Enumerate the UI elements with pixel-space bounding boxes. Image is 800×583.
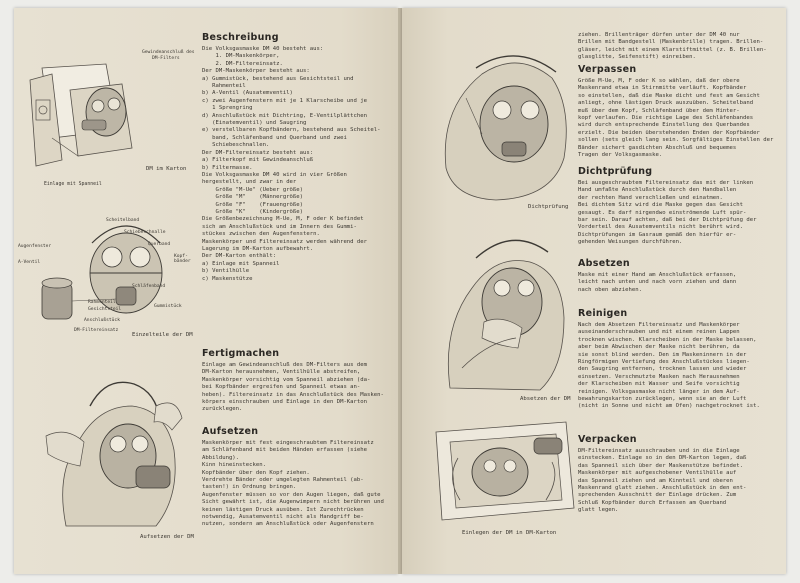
text-line: Dichtprüfungen im Gasraum gemäß den hierfür er- — [578, 231, 737, 238]
text-line: Die Größenbezeichnung M-Ue, M, F oder K befindet — [202, 216, 364, 223]
intro-text — [578, 32, 767, 62]
left-page — [14, 8, 398, 574]
text-line: Einlage am Gewindeanschluß des DM-Filters aus dem — [202, 362, 368, 368]
label-scheitelband: Scheitelband — [106, 218, 140, 223]
label-filters: DM-Filters — [152, 56, 180, 61]
text-line: körpers einschrauben und Einlage in den DM-Karton — [202, 399, 368, 406]
text-line: notwendig, Ausatemventil nicht als Handgriff be- — [202, 514, 364, 521]
putting-on-drawing — [36, 366, 186, 534]
text-line: band, Schläfenband und Querband und zwei — [202, 134, 347, 141]
text-line: trocknen wischen. Klarscheiben in der Maske belassen, — [578, 336, 757, 343]
label-gewinde: Gewindeanschluß des — [142, 50, 195, 55]
dichtpruefung-text — [578, 180, 757, 247]
text-line: Lagerung im DM-Karton aufbewahrt. — [202, 245, 314, 252]
text-line: Brillen mit Bandgestell (Maskenbrille) tragen. Brillen- — [578, 39, 764, 46]
illustration-leak-test — [432, 218, 572, 398]
aufsetzen-text — [202, 440, 384, 529]
text-line: glatt legen. — [578, 507, 619, 514]
label-rahmenteil: Rahmenteil — [88, 300, 116, 305]
text-line: Vorderteil des Ausatemventils nicht berührt wird. — [578, 224, 744, 231]
verpassen-text — [578, 78, 773, 159]
text-line: Tragen der Volksgasmaske. — [578, 152, 663, 159]
reinigen-text — [578, 322, 760, 411]
label-filtereinsatz: DM-Filtereinsatz — [74, 328, 119, 333]
text-line: heben). Filtereinsatz in das Anschlußstück des Masken- — [202, 391, 384, 398]
text-line: Maskenrand glatt ziehen. Anschlußstück in den ent- — [578, 485, 747, 492]
text-line: tasten!) in Ordnung bringen. — [202, 484, 297, 491]
text-line: erzielt. Die beiden überstehenden Enden der Kopfbänder — [578, 129, 760, 136]
text-line: Kopfbänder über den Kopf ziehen. — [202, 469, 310, 476]
text-line: kopf verlaufen. Die richtige Lage des Schläfenbandes — [578, 115, 754, 122]
text-line: a) Filterkopf mit Gewindeanschluß — [202, 157, 314, 164]
text-line: Schluß Kopfbänder durch Erfassen am Querband — [578, 499, 727, 506]
text-line: sie sonst blind werden. Den im Maskeninnern in der — [578, 351, 747, 358]
text-line: glasglitte, Seifenstift) einreiben. — [578, 54, 696, 61]
text-line: Kinn hineinstecken. — [202, 462, 266, 469]
text-line: Größe "M-Ue" (Ueber größe) — [202, 186, 304, 193]
text-line: Augenfenster müssen so vor den Augen liegen, daß gute — [202, 491, 381, 498]
label-a-ventil: A-Ventil — [18, 260, 41, 265]
text-line: bewahrungskarton zurücklegen, wenn sie an der Luft — [578, 396, 747, 403]
illustration-packing — [430, 408, 580, 528]
text-line: Die Volksgasmaske DM 40 besteht aus: — [202, 46, 324, 52]
text-line: a) Gummistück, bestehend aus Gesichtsteil und — [202, 75, 354, 82]
heading-aufsetzen: Aufsetzen — [202, 426, 259, 437]
text-line: Bei ausgeschraubtem Filtereinsatz das mit der linken — [578, 180, 754, 186]
right-page — [402, 8, 786, 574]
text-line: Maskenrand etwa in Stirnmitte verläuft. Kopfbänder — [578, 85, 747, 92]
text-line: Der DM-Maskenkörper besteht aus: — [202, 68, 310, 75]
heading-verpassen: Verpassen — [578, 64, 637, 75]
text-line: einstecken. Einlage so in den DM-Karton legen, daß — [578, 455, 747, 462]
label-gesichtsteil: Gesichtsteil — [88, 307, 122, 312]
caption-einzelteile: Einzelteile der DM — [132, 332, 193, 338]
label-schlaefenband: Schläfenband — [132, 284, 166, 289]
text-line: Die Volksgasmaske DM 40 wird in vier Größen — [202, 171, 347, 178]
text-line: das Spanneil ziehen und am Kinnteil und oberen — [578, 477, 733, 484]
text-line: Sicht gewährt ist, die Augenwimpern nicht berühren und — [202, 499, 384, 506]
caption-einlage: Einlage mit Spanneil — [44, 182, 102, 187]
text-line: Der DM-Filtereinsatz besteht aus: — [202, 149, 314, 156]
text-line: Größe M-Ue, M, F oder K so wählen, daß der obere — [578, 78, 740, 84]
label-gummistueck: Gummistück — [154, 304, 182, 309]
text-line: Maske mit einer Hand am Anschlußstück erfassen, — [578, 272, 737, 278]
text-line: 1. DM-Maskenkörper, — [202, 53, 280, 60]
fertigmachen-text — [202, 362, 384, 414]
text-line: bei Kopfbänder ergreifen und Spanneil etwas an- — [202, 384, 361, 391]
mask-fitting-drawing — [426, 38, 576, 208]
text-line: Maskenkörper vorsichtig vom Spanneil abziehen (da- — [202, 376, 371, 383]
text-line: Hand umfaßte Anschlußstück durch den Handballen — [578, 187, 737, 194]
caption-einlegen: Einlegen der DM in DM-Karton — [462, 530, 557, 536]
label-querband: Querband — [148, 242, 171, 247]
heading-beschreibung: Beschreibung — [202, 32, 279, 43]
beschreibung-text — [202, 46, 381, 283]
label-schiebeschnalle: Schiebeschnalle — [124, 230, 166, 235]
verpacken-text — [578, 448, 746, 515]
text-line: der Klarscheiben mit Wasser und Seife vorsichtig — [578, 381, 740, 388]
text-line: Maskenkörper und Filtereinsatz werden während der — [202, 238, 368, 245]
caption-dichtpruefung: Dichtprüfung — [528, 204, 569, 210]
text-line: ziehen. Brillenträger dürfen unter der DM 40 nur — [578, 32, 740, 38]
text-line: so einstellen, daß die Maske dicht und fest am Gesicht — [578, 92, 760, 99]
text-line: Nach dem Absetzen Filtereinsatz und Maskenkörper — [578, 322, 740, 328]
text-line: Ringförmigen Vertiefung des Anschlußstückes liegen- — [578, 359, 750, 366]
text-line: nutzen, sondern am Anschlußstück oder Augenfenstern — [202, 521, 374, 528]
text-line: b) Filtermasse. — [202, 164, 253, 171]
text-line: der rechten Hand verschließen und einatmen. — [578, 194, 723, 201]
text-line: 1 Sprengring — [202, 105, 253, 112]
text-line: Bei dichtem Sitz wird die Maske gegen das Gesicht — [578, 202, 744, 209]
text-line: Rahmenteil — [202, 83, 246, 90]
mask-in-box-drawing — [22, 60, 140, 172]
text-line: Maskenkörper mit aufgeschobener Ventilhülle auf — [578, 470, 737, 477]
absetzen-text — [578, 272, 736, 294]
caption-absetzen: Absetzen der DM — [520, 396, 571, 402]
text-line: das Spanneil sich über der Maskenstütze befindet. — [578, 462, 744, 469]
text-line: Maskenkörper mit fest eingeschraubtem Filtereinsatz — [202, 440, 374, 446]
heading-fertigmachen: Fertigmachen — [202, 348, 280, 359]
text-line: gläser, leicht mit einem Klarstiftmittel (z. B. Brillen- — [578, 46, 767, 53]
leak-test-drawing — [432, 218, 572, 398]
text-line: den Saugring entfernen, trocknen lassen und wieder — [578, 366, 747, 373]
text-line: einsetzen. Verschmutzte Masken nach Herausnehmen — [578, 373, 740, 380]
illustration-mask-fitting — [426, 38, 576, 208]
text-line: Größe "M" (Männergröße) — [202, 194, 304, 201]
text-line: a) Einlage mit Spanneil — [202, 260, 280, 267]
label-augenfenster: Augenfenster — [18, 244, 52, 249]
heading-absetzen: Absetzen — [578, 258, 630, 269]
text-line: zurücklegen. — [202, 406, 243, 413]
packing-drawing — [430, 408, 580, 528]
text-line: Bänder sichert gasdichten Abschluß und bequemes — [578, 144, 737, 151]
text-line: e) verstellbaren Kopfbändern, bestehend aus Scheitel- — [202, 127, 381, 134]
text-line: wird durch entsprechende Einstellung des Querbandes — [578, 122, 750, 129]
text-line: Der DM-Karton enthält: — [202, 253, 277, 260]
text-line: nach oben abziehen. — [578, 286, 642, 293]
illustration-putting-on — [36, 366, 186, 534]
label-kopfbaender: Kopf-bänder — [174, 254, 191, 264]
text-line: reinigen. Volksgasmaske nicht länger in dem Auf- — [578, 388, 740, 395]
text-line: Verdrehte Bänder oder umgelegten Rahmenteil (ab- — [202, 477, 364, 484]
text-line: Schiebeschnallen. — [202, 142, 270, 149]
text-line: aber beim Abwischen der Maske nicht berühren, da — [578, 344, 740, 351]
text-line: Größe "K" (Kindergröße) — [202, 208, 304, 215]
text-line: sich am Anschlußstück und im Innern des Gummi- — [202, 223, 357, 230]
text-line: sollen (sets gleich lang sein. Sorgfältiges Einstellen der — [578, 137, 774, 144]
text-line: stückes zwischen den Augenfenstern. — [202, 231, 320, 238]
caption-aufsetzen: Aufsetzen der DM — [140, 534, 194, 540]
text-line: b) Ventilhülle — [202, 268, 250, 275]
text-line: Größe "F" (Frauengröße) — [202, 201, 304, 208]
text-line: bar sein. Darauf achten, daß bei der Dichtprüfung der — [578, 217, 757, 224]
heading-verpacken: Verpacken — [578, 434, 637, 445]
text-line: anliegt, ohne lästigen Druck auszuüben. Scheitelband — [578, 100, 754, 107]
text-line: c) zwei Augenfenstern mit je 1 Klarscheibe und je — [202, 97, 368, 104]
text-line: keinen lästigen Druck ausüben. Ist Zurechtrücken — [202, 506, 364, 513]
booklet — [14, 8, 786, 576]
text-line: gehenden Weisungen durchführen. — [578, 239, 683, 246]
text-line: am Schläfenband mit beiden Händen erfassen (siehe — [202, 447, 368, 454]
text-line: 2. DM-Filtereinsatz. — [202, 60, 283, 67]
text-line: (nicht in Sonne und nicht am Ofen) nachgetrocknet ist. — [578, 403, 760, 410]
text-line: d) Anschlußstück mit Dichtring, E-Ventilplättchen — [202, 112, 368, 119]
text-line: Abbildung). — [202, 454, 240, 461]
text-line: leicht nach unten und nach vorn ziehen und dann — [578, 279, 737, 286]
label-anschlussstueck: Anschlußstück — [84, 318, 120, 323]
text-line: DM-Filtereinsatz ausschrauben und in die Einlage — [578, 448, 740, 454]
illustration-mask-in-box — [22, 60, 140, 172]
text-line: muß über dem Kopf, Schläfenband über dem Hinter- — [578, 107, 740, 114]
text-line: gesaugt. Es darf nirgendwo einströmende Luft spür- — [578, 209, 747, 216]
text-line: sprechenden Ausschnitt der Einlage drücken. Zum — [578, 492, 737, 499]
text-line: auseinanderschrauben und mit einem reinen Lappen — [578, 329, 740, 336]
heading-dichtpruefung: Dichtprüfung — [578, 166, 653, 177]
text-line: b) A-Ventil (Ausatemventil) — [202, 90, 293, 97]
text-line: c) Maskenstütze — [202, 275, 253, 282]
caption-dm-im-karton: DM im Karton — [146, 166, 187, 172]
text-line: hergestellt, und zwar in der — [202, 179, 297, 186]
text-line: DM-Karton herausnehmen, Ventilhülle abstreifen, — [202, 369, 361, 376]
text-line: (Einatemventil) und Saugring — [202, 120, 307, 127]
heading-reinigen: Reinigen — [578, 308, 628, 319]
